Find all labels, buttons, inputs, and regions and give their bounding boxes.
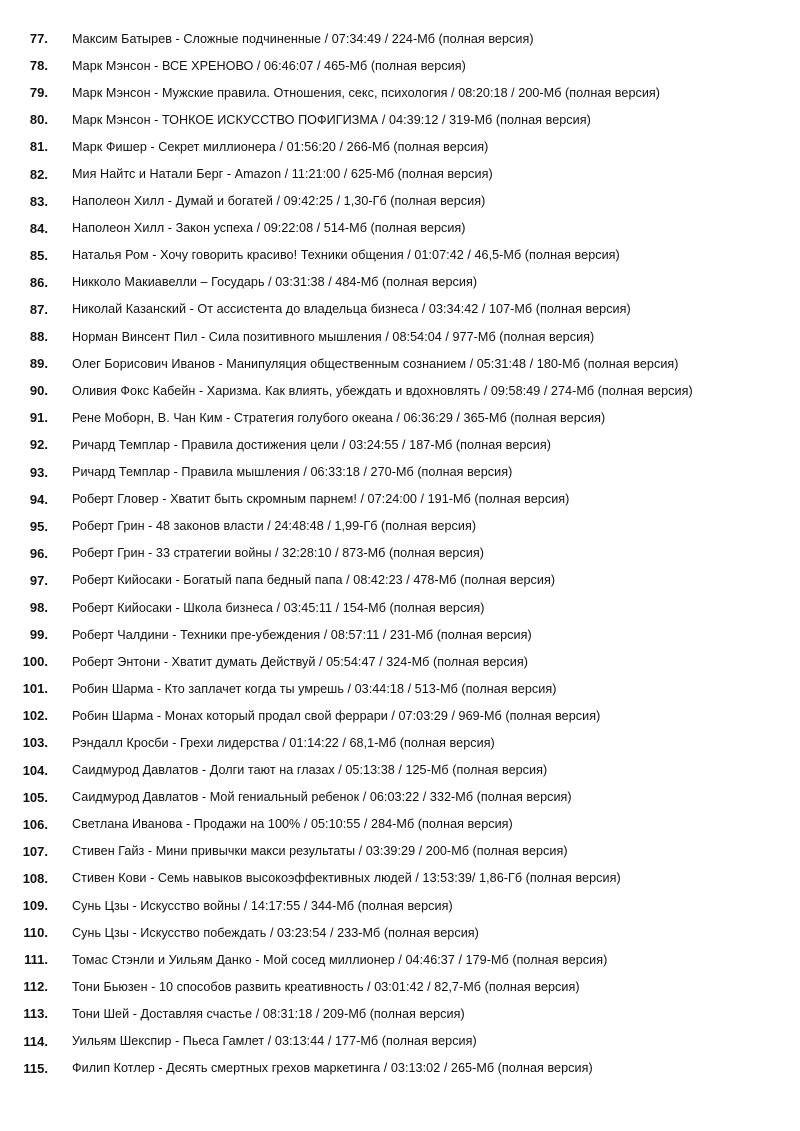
- item-number: 111.: [24, 952, 48, 968]
- item-number: 84.: [29, 220, 48, 236]
- item-text: Тони Шей - Доставляя счастье / 08:31:18 / 209-Мб (полная версия): [72, 1006, 465, 1021]
- item-number: 98.: [29, 600, 48, 616]
- list-item: [0, 784, 800, 811]
- item-text: Стивен Гайз - Мини привычки макси результаты / 03:39:29 / 200-Мб (полная версия): [72, 844, 568, 859]
- item-text: Наполеон Хилл - Закон успеха / 09:22:08 / 514-Мб (полная версия): [72, 221, 466, 236]
- item-number: 97.: [29, 572, 48, 588]
- item-number: 95.: [29, 518, 48, 534]
- item-number: 90.: [29, 383, 48, 399]
- item-text: Роберт Грин - 48 законов власти / 24:48:48 / 1,99-Гб (полная версия): [72, 519, 477, 534]
- item-text: Роберт Кийосаки - Школа бизнеса / 03:45:11 / 154-Мб (полная версия): [72, 600, 485, 615]
- list-item: [0, 377, 800, 404]
- list-item: [0, 188, 800, 215]
- item-number: 109.: [22, 898, 48, 914]
- list-item: [0, 865, 800, 892]
- item-number: 103.: [22, 735, 48, 751]
- list-item: [0, 404, 800, 431]
- list-item: [0, 106, 800, 133]
- list-item: [0, 594, 800, 621]
- list-item: [0, 513, 800, 540]
- list-item: [0, 1055, 800, 1082]
- item-number: 92.: [29, 437, 48, 453]
- item-number: 77.: [29, 31, 48, 47]
- list-item: [0, 431, 800, 458]
- list-item: [0, 919, 800, 946]
- list-item: [0, 540, 800, 567]
- item-text: Светлана Иванова - Продажи на 100% / 05:10:55 / 284-Мб (полная версия): [72, 817, 513, 832]
- list-item: [0, 973, 800, 1000]
- list-item: [0, 648, 800, 675]
- list-item: [0, 486, 800, 513]
- item-text: Наталья Ром - Хочу говорить красиво! Техники общения / 01:07:42 / 46,5-Мб (полная версия): [72, 248, 620, 263]
- item-text: Сунь Цзы - Искусство побеждать / 03:23:54 / 233-Мб (полная версия): [72, 925, 479, 940]
- item-number: 94.: [29, 491, 48, 507]
- item-number: 115.: [23, 1060, 48, 1076]
- list-item: [0, 675, 800, 702]
- list-item: [0, 160, 800, 187]
- item-text: Рэндалл Кросби - Грехи лидерства / 01:14:22 / 68,1-Мб (полная версия): [72, 735, 495, 750]
- item-number: 81.: [29, 139, 48, 155]
- item-text: Роберт Гловер - Хватит быть скромным парнем! / 07:24:00 / 191-Мб (полная версия): [72, 492, 570, 507]
- item-text: Уильям Шекспир - Пьеса Гамлет / 03:13:44 / 177-Мб (полная версия): [72, 1034, 477, 1049]
- item-number: 105.: [22, 789, 48, 805]
- item-text: Олег Борисович Иванов - Манипуляция общественным сознанием / 05:31:48 / 180-Мб (полная версия): [72, 356, 679, 371]
- item-text: Наполеон Хилл - Думай и богатей / 09:42:25 / 1,30-Гб (полная версия): [72, 194, 486, 209]
- item-text: Марк Фишер - Секрет миллионера / 01:56:20 / 266-Мб (полная версия): [72, 139, 489, 154]
- item-text: Томас Стэнли и Уильям Данко - Мой сосед миллионер / 04:46:37 / 179-Мб (полная версия): [72, 952, 608, 967]
- item-number: 112.: [23, 979, 48, 995]
- list-item: [0, 133, 800, 160]
- item-number: 96.: [29, 545, 48, 561]
- item-text: Ричард Темплар - Правила достижения цели / 03:24:55 / 187-Мб (полная версия): [72, 437, 551, 452]
- item-number: 80.: [29, 112, 48, 128]
- item-text: Роберт Энтони - Хватит думать Действуй / 05:54:47 / 324-Мб (полная версия): [72, 654, 528, 669]
- item-number: 108.: [22, 870, 48, 886]
- item-text: Максим Батырев - Сложные подчиненные / 07:34:49 / 224-Мб (полная версия): [72, 31, 534, 46]
- item-number: 82.: [29, 166, 48, 182]
- list-item: [0, 621, 800, 648]
- list-item: [0, 79, 800, 106]
- list-item: [0, 757, 800, 784]
- document-page: [0, 25, 800, 1082]
- list-item: [0, 242, 800, 269]
- item-number: 79.: [29, 85, 48, 101]
- item-text: Оливия Фокс Кабейн - Харизма. Как влиять, убеждать и вдохновлять / 09:58:49 / 274-Мб (полная версия): [72, 383, 693, 398]
- list-item: [0, 946, 800, 973]
- list-item: [0, 459, 800, 486]
- list-item: [0, 729, 800, 756]
- item-number: 110.: [23, 925, 48, 941]
- item-text: Марк Мэнсон - ВСЕ ХРЕНОВО / 06:46:07 / 465-Мб (полная версия): [72, 58, 466, 73]
- item-text: Сунь Цзы - Искусство войны / 14:17:55 / 344-Мб (полная версия): [72, 898, 453, 913]
- item-number: 78.: [29, 58, 48, 74]
- list-item: [0, 215, 800, 242]
- item-number: 104.: [22, 762, 48, 778]
- item-text: Тони Бьюзен - 10 способов развить креативность / 03:01:42 / 82,7-Мб (полная версия): [72, 979, 580, 994]
- list-item: [0, 1027, 800, 1054]
- item-text: Филип Котлер - Десять смертных грехов маркетинга / 03:13:02 / 265-Мб (полная версия): [72, 1061, 593, 1076]
- item-number: 106.: [22, 816, 48, 832]
- list-item: [0, 702, 800, 729]
- list-item: [0, 25, 800, 52]
- list-item: [0, 838, 800, 865]
- list-item: [0, 892, 800, 919]
- item-text: Никколо Макиавелли – Государь / 03:31:38 / 484-Мб (полная версия): [72, 275, 478, 290]
- item-text: Роберт Кийосаки - Богатый папа бедный папа / 08:42:23 / 478-Мб (полная версия): [72, 573, 556, 588]
- item-text: Рене Моборн, В. Чан Ким - Стратегия голубого океана / 06:36:29 / 365-Мб (полная версия): [72, 410, 606, 425]
- item-text: Саидмурод Давлатов - Долги тают на глазах / 05:13:38 / 125-Мб (полная версия): [72, 763, 548, 778]
- list-item: [0, 52, 800, 79]
- item-number: 102.: [22, 708, 48, 724]
- list-item: [0, 323, 800, 350]
- list-item: [0, 1000, 800, 1027]
- list-item: [0, 811, 800, 838]
- item-number: 88.: [29, 329, 48, 345]
- item-number: 86.: [29, 274, 48, 290]
- item-number: 85.: [29, 247, 48, 263]
- item-number: 114.: [23, 1033, 48, 1049]
- item-number: 99.: [29, 627, 48, 643]
- item-text: Саидмурод Давлатов - Мой гениальный ребенок / 06:03:22 / 332-Мб (полная версия): [72, 790, 572, 805]
- item-number: 91.: [29, 410, 48, 426]
- item-number: 107.: [22, 843, 48, 859]
- list-item: [0, 269, 800, 296]
- list-item: [0, 350, 800, 377]
- item-text: Ричард Темплар - Правила мышления / 06:33:18 / 270-Мб (полная версия): [72, 465, 513, 480]
- item-number: 87.: [29, 301, 48, 317]
- item-number: 113.: [23, 1006, 48, 1022]
- audiobook-list: [0, 25, 800, 1082]
- item-number: 93.: [29, 464, 48, 480]
- item-number: 83.: [29, 193, 48, 209]
- item-text: Робин Шарма - Кто заплачет когда ты умрешь / 03:44:18 / 513-Мб (полная версия): [72, 681, 557, 696]
- item-number: 101.: [22, 681, 48, 697]
- list-item: [0, 296, 800, 323]
- item-text: Норман Винсент Пил - Сила позитивного мышления / 08:54:04 / 977-Мб (полная версия): [72, 329, 595, 344]
- item-text: Марк Мэнсон - Мужские правила. Отношения, секс, психология / 08:20:18 / 200-Мб (полная версия): [72, 85, 661, 100]
- item-text: Роберт Грин - 33 стратегии войны / 32:28:10 / 873-Мб (полная версия): [72, 546, 484, 561]
- item-text: Стивен Кови - Семь навыков высокоэффективных людей / 13:53:39/ 1,86-Гб (полная версия): [72, 871, 621, 886]
- list-item: [0, 567, 800, 594]
- item-text: Николай Казанский - От ассистента до владельца бизнеса / 03:34:42 / 107-Мб (полная версия): [72, 302, 631, 317]
- item-number: 89.: [29, 356, 48, 372]
- item-number: 100.: [22, 654, 48, 670]
- item-text: Мия Найтс и Натали Берг - Amazon / 11:21:00 / 625-Мб (полная версия): [72, 167, 493, 182]
- item-text: Марк Мэнсон - ТОНКОЕ ИСКУССТВО ПОФИГИЗМА / 04:39:12 / 319-Мб (полная версия): [72, 112, 591, 127]
- item-text: Роберт Чалдини - Техники пре-убеждения / 08:57:11 / 231-Мб (полная версия): [72, 627, 532, 642]
- item-text: Робин Шарма - Монах который продал свой феррари / 07:03:29 / 969-Мб (полная версия): [72, 708, 601, 723]
